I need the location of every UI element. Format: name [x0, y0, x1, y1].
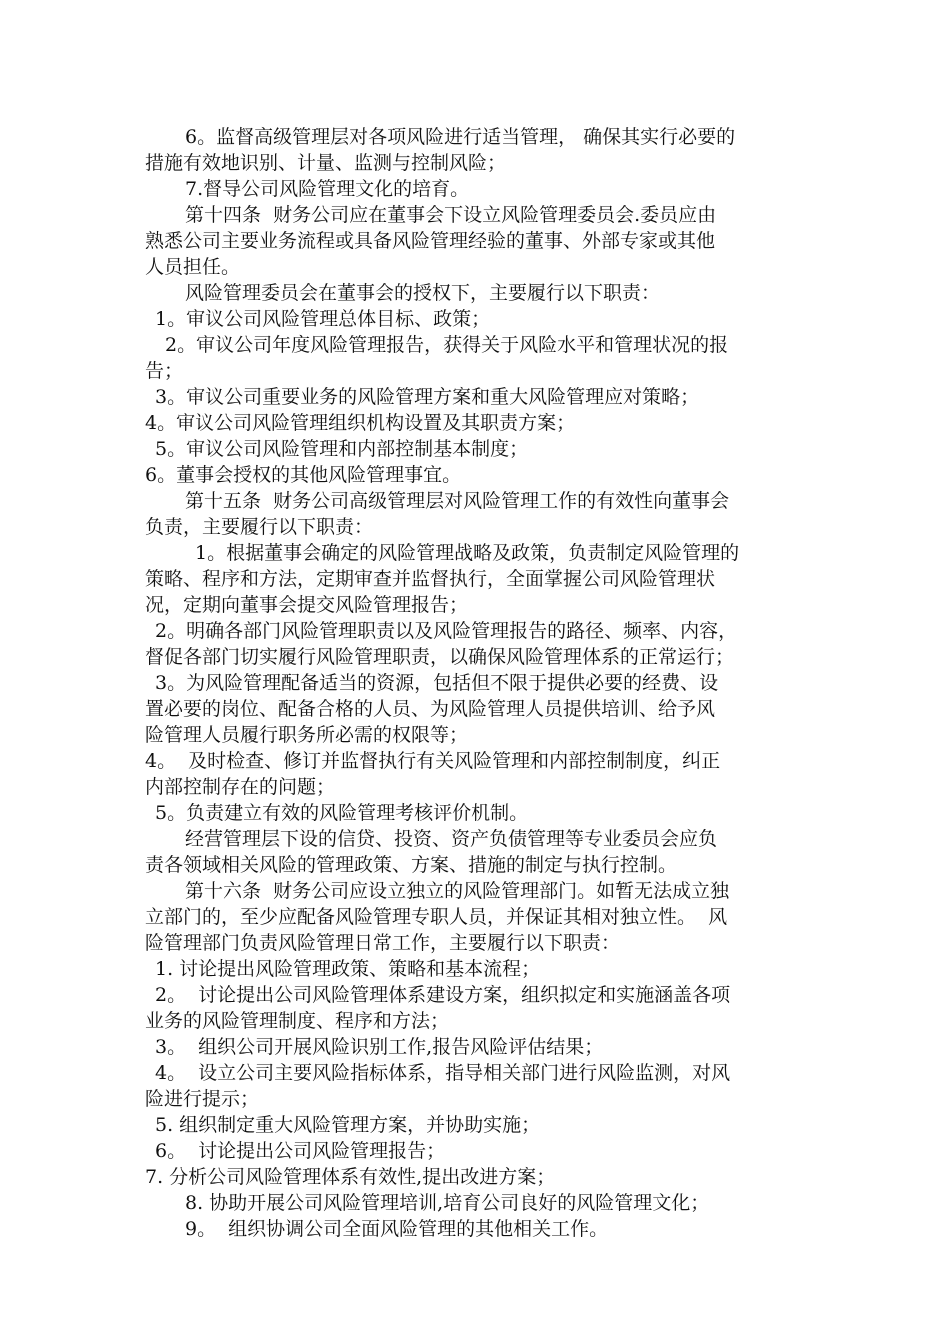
text-line: 立部门的，至少应配备风险管理专职人员，并保证其相对独立性。 风 [145, 906, 728, 928]
text-line: 7.督导公司风险管理文化的培育。 [185, 178, 470, 200]
text-line: 5。负责建立有效的风险管理考核评价机制。 [155, 802, 529, 824]
text-line: 第十五条 财务公司高级管理层对风险管理工作的有效性向董事会 [185, 490, 730, 512]
text-line: 险管理人员履行职务所必需的权限等； [145, 724, 469, 746]
text-line: 3。审议公司重要业务的风险管理方案和重大风险管理应对策略； [155, 386, 700, 408]
text-line: 熟悉公司主要业务流程或具备风险管理经验的董事、外部专家或其他 [145, 230, 716, 252]
text-line: 责各领域相关风险的管理政策、方案、措施的制定与执行控制。 [145, 854, 678, 876]
text-line: 1。根据董事会确定的风险管理战略及政策，负责制定风险管理的 [195, 542, 740, 564]
text-line: 第十四条 财务公司应在董事会下设立风险管理委员会.委员应由 [185, 204, 717, 226]
text-line: 险管理部门负责风险管理日常工作，主要履行以下职责： [145, 932, 621, 954]
text-line: 4。 及时检查、修订并监督执行有关风险管理和内部控制制度，纠正 [145, 750, 721, 772]
text-line: 第十六条 财务公司应设立独立的风险管理部门。如暂无法成立独 [185, 880, 730, 902]
text-line: 9。 组织协调公司全面风险管理的其他相关工作。 [185, 1218, 609, 1240]
text-line: 况，定期向董事会提交风险管理报告； [145, 594, 469, 616]
text-line: 策略、程序和方法，定期审查并监督执行，全面掌握公司风险管理状 [145, 568, 716, 590]
text-line: 经营管理层下设的信贷、投资、资产负债管理等专业委员会应负 [185, 828, 718, 850]
text-line: 告； [145, 360, 184, 382]
text-line: 业务的风险管理制度、程序和方法； [145, 1010, 450, 1032]
text-line: 4。审议公司风险管理组织机构设置及其职责方案； [145, 412, 576, 434]
text-line: 6。监督高级管理层对各项风险进行适当管理， 确保其实行必要的 [185, 126, 736, 148]
text-line: 1。审议公司风险管理总体目标、政策； [155, 308, 491, 330]
text-line: 3。 组织公司开展风险识别工作,报告风险评估结果； [155, 1036, 604, 1058]
text-line: 2。审议公司年度风险管理报告，获得关于风险水平和管理状况的报 [165, 334, 729, 356]
text-line: 6。 讨论提出公司风险管理报告； [155, 1140, 446, 1162]
text-line: 风险管理委员会在董事会的授权下，主要履行以下职责： [185, 282, 661, 304]
text-line: 2。 讨论提出公司风险管理体系建设方案，组织拟定和实施涵盖各项 [155, 984, 731, 1006]
text-line: 人员担任。 [145, 256, 241, 278]
text-line: 5. 组织制定重大风险管理方案，并协助实施； [155, 1114, 541, 1136]
text-line: 1. 讨论提出风险管理政策、策略和基本流程； [155, 958, 541, 980]
text-line: 督促各部门切实履行风险管理职责，以确保风险管理体系的正常运行； [145, 646, 735, 668]
text-line: 8. 协助开展公司风险管理培训,培育公司良好的风险管理文化； [185, 1192, 710, 1214]
text-line: 2。明确各部门风险管理职责以及风险管理报告的路径、频率、内容， [155, 620, 738, 642]
text-line: 7. 分析公司风险管理体系有效性,提出改进方案； [145, 1166, 556, 1188]
text-line: 负责，主要履行以下职责： [145, 516, 374, 538]
text-line: 3。为风险管理配备适当的资源，包括但不限于提供必要的经费、设 [155, 672, 719, 694]
text-line: 5。审议公司风险管理和内部控制基本制度； [155, 438, 529, 460]
text-line: 险进行提示； [145, 1088, 260, 1110]
text-line: 措施有效地识别、计量、监测与控制风险； [145, 152, 507, 174]
text-line: 内部控制存在的问题； [145, 776, 336, 798]
text-line: 4。 设立公司主要风险指标体系，指导相关部门进行风险监测，对风 [155, 1062, 731, 1084]
text-line: 6。董事会授权的其他风险管理事宜。 [145, 464, 462, 486]
text-line: 置必要的岗位、配备合格的人员、为风险管理人员提供培训、给予风 [145, 698, 716, 720]
